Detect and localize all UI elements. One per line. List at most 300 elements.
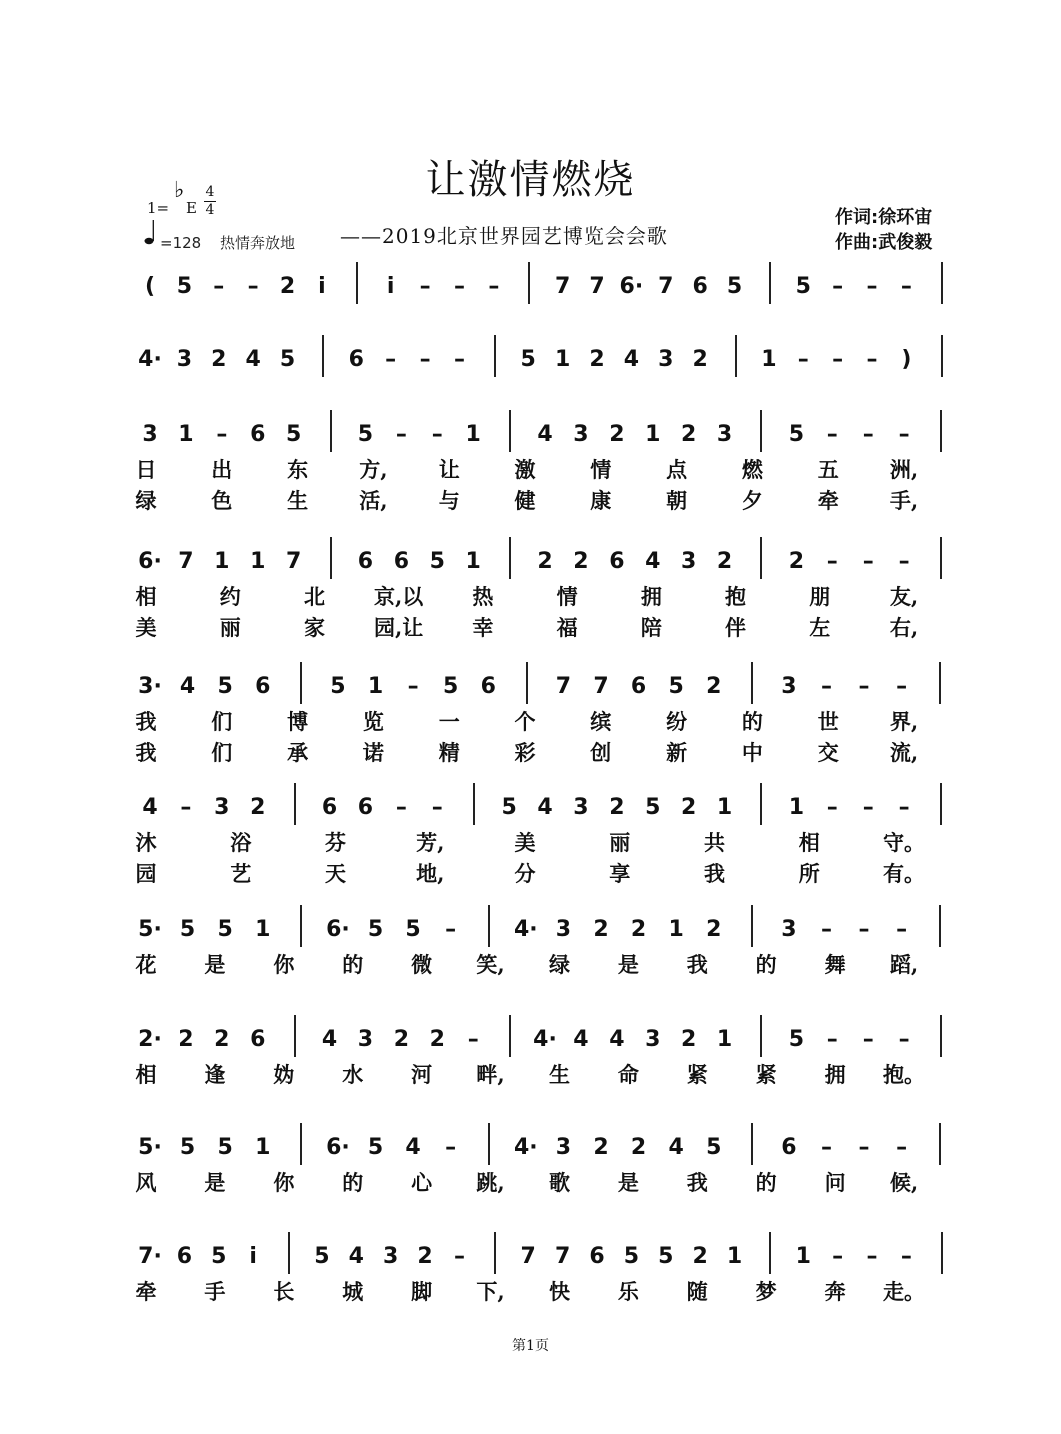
note: 6 bbox=[357, 549, 374, 574]
note: 1 bbox=[795, 1244, 811, 1269]
lyric-verse2: 我 bbox=[704, 861, 725, 886]
lyric-verse1: 的 bbox=[755, 952, 777, 977]
lyric-verse1: 的 bbox=[342, 952, 364, 977]
lyric-verse2: 健 bbox=[514, 488, 536, 513]
note: 2 bbox=[393, 1027, 410, 1052]
lyric-verse1: 北 bbox=[303, 584, 325, 609]
note: – bbox=[832, 1244, 844, 1269]
lyric-verse1: 约 bbox=[219, 584, 241, 609]
note: 6 bbox=[255, 674, 271, 699]
note: 6 bbox=[589, 1244, 605, 1269]
note: 1 bbox=[178, 422, 194, 447]
lyric-verse1: 热 bbox=[472, 584, 494, 609]
lyric-verse1: 博 bbox=[287, 709, 309, 734]
note: 4 bbox=[245, 347, 261, 372]
lyric-verse1: 共 bbox=[704, 830, 725, 855]
note: i bbox=[318, 274, 326, 299]
lyric-verse2: 右, bbox=[889, 615, 919, 640]
note: 2 bbox=[692, 347, 708, 372]
lyric-verse1: 牵 bbox=[135, 1279, 157, 1304]
note: 7 bbox=[520, 1244, 536, 1269]
lyric-verse1: 出 bbox=[211, 457, 233, 482]
lyric-verse1: 东 bbox=[287, 457, 309, 482]
lyric-verse1: 乐 bbox=[617, 1279, 639, 1304]
note: 2 bbox=[706, 917, 722, 942]
lyric-verse2: 有。 bbox=[883, 861, 925, 886]
note: – bbox=[896, 1135, 908, 1160]
note: 5 bbox=[285, 422, 302, 447]
note: – bbox=[862, 795, 874, 820]
note: 1 bbox=[788, 795, 805, 820]
lyric-verse1: 花 bbox=[135, 952, 157, 977]
note: 1 bbox=[250, 549, 266, 574]
note: 6 bbox=[393, 549, 410, 574]
bar-line bbox=[300, 662, 302, 704]
note: – bbox=[820, 1135, 832, 1160]
note: 7 bbox=[555, 674, 572, 699]
note: – bbox=[247, 274, 259, 299]
bar-line bbox=[939, 905, 941, 947]
flat-sign: ♭ bbox=[174, 178, 185, 203]
lyric-verse1: 心 bbox=[411, 1170, 433, 1195]
song-subtitle: ——2019北京世界园艺博览会会歌 bbox=[340, 224, 668, 248]
note: – bbox=[866, 274, 878, 299]
note: 1 bbox=[726, 1244, 743, 1269]
note: 7 bbox=[285, 549, 302, 574]
note: 2 bbox=[593, 1135, 609, 1160]
lyric-verse1: 问 bbox=[824, 1170, 846, 1195]
note: – bbox=[896, 917, 908, 942]
bar-line bbox=[940, 783, 942, 825]
lyric-verse1: 歌 bbox=[548, 1170, 570, 1195]
bar-line bbox=[760, 783, 762, 825]
lyric-verse1: 点 bbox=[666, 457, 688, 482]
lyric-verse2: 艺 bbox=[230, 861, 252, 886]
note: 5 bbox=[668, 674, 684, 699]
lyric-verse2: 精 bbox=[438, 740, 460, 765]
bar-line bbox=[294, 1015, 296, 1057]
lyric-verse1: 你 bbox=[273, 952, 295, 977]
lyric-verse1: 浴 bbox=[230, 830, 252, 855]
time-signature-top: 4 bbox=[205, 184, 215, 200]
lyric-verse2: 承 bbox=[287, 740, 309, 765]
lyric-verse1: 洲, bbox=[889, 457, 919, 482]
note: 2 bbox=[692, 1244, 708, 1269]
note: 5 bbox=[330, 674, 346, 699]
note: – bbox=[385, 347, 397, 372]
lyric-verse2: 生 bbox=[287, 488, 309, 513]
note: 2 bbox=[537, 549, 553, 574]
lyric-verse2: 我 bbox=[135, 740, 157, 765]
lyric-verse1: 燃 bbox=[741, 457, 763, 482]
note: 6· bbox=[619, 274, 644, 299]
note: – bbox=[826, 422, 838, 447]
note: 5 bbox=[788, 1027, 805, 1052]
note: 6 bbox=[250, 422, 266, 447]
lyric-verse1: 相 bbox=[798, 830, 820, 855]
lyric-verse1: 美 bbox=[514, 830, 536, 855]
note: 3 bbox=[781, 917, 797, 942]
note: – bbox=[862, 549, 874, 574]
lyric-verse1: 随 bbox=[686, 1279, 708, 1304]
note: 4 bbox=[348, 1244, 364, 1269]
note: 1 bbox=[255, 917, 271, 942]
lyric-verse1: 命 bbox=[617, 1062, 639, 1087]
lyric-verse2: 福 bbox=[556, 615, 578, 640]
lyric-verse1: 朋 bbox=[809, 584, 831, 609]
note: ( bbox=[144, 274, 156, 299]
note: – bbox=[900, 1244, 912, 1269]
note: 3 bbox=[716, 422, 733, 447]
bar-line bbox=[528, 262, 530, 304]
note: 6 bbox=[321, 795, 338, 820]
lyric-verse1: 的 bbox=[741, 709, 763, 734]
lyric-verse2: 享 bbox=[609, 861, 631, 886]
lyric-verse2: 地, bbox=[416, 861, 445, 886]
note: – bbox=[431, 795, 443, 820]
lyric-verse2: 交 bbox=[817, 740, 839, 765]
note: 6 bbox=[357, 795, 374, 820]
note: 2· bbox=[138, 1027, 162, 1052]
bar-line bbox=[940, 1015, 942, 1057]
bar-line bbox=[939, 662, 941, 704]
note: 4 bbox=[142, 795, 158, 820]
note: 6· bbox=[138, 549, 162, 574]
score-system bbox=[0, 547, 1061, 640]
lyric-verse1: 快 bbox=[548, 1279, 570, 1304]
quarter-note-icon bbox=[144, 218, 158, 246]
lyric-verse2: 中 bbox=[741, 740, 763, 765]
note: 5 bbox=[429, 549, 445, 574]
note: 6 bbox=[781, 1135, 797, 1160]
note: 4 bbox=[537, 422, 553, 447]
note: 4· bbox=[513, 1135, 538, 1160]
note: 3 bbox=[645, 1027, 661, 1052]
lyric-verse1: 手 bbox=[204, 1279, 226, 1304]
note: 7 bbox=[554, 274, 571, 299]
note: – bbox=[213, 274, 225, 299]
lyric-verse2: 左 bbox=[809, 615, 831, 640]
lyric-verse2: 们 bbox=[211, 740, 233, 765]
lyricist-credit: 作词:徐环宙 bbox=[835, 207, 933, 228]
lyric-verse1: 情 bbox=[556, 584, 578, 609]
note: 6· bbox=[326, 917, 350, 942]
note: 4 bbox=[668, 1135, 684, 1160]
note: – bbox=[858, 1135, 870, 1160]
lyric-verse2: 伴 bbox=[725, 615, 747, 640]
bar-line bbox=[494, 1232, 496, 1274]
note: 5 bbox=[726, 274, 743, 299]
lyric-verse1: 水 bbox=[342, 1062, 364, 1087]
lyric-verse2: 手, bbox=[889, 488, 919, 513]
note: 5 bbox=[217, 917, 233, 942]
note: 5 bbox=[442, 674, 459, 699]
lyric-verse2: 家 bbox=[303, 615, 325, 640]
note: 5 bbox=[367, 917, 384, 942]
note: 3 bbox=[658, 347, 674, 372]
lyric-verse1: 丽 bbox=[609, 830, 631, 855]
note: 6 bbox=[348, 347, 364, 372]
note: – bbox=[820, 917, 832, 942]
note: 2 bbox=[279, 274, 296, 299]
note: 2 bbox=[716, 549, 733, 574]
lyric-verse2: 所 bbox=[798, 861, 820, 886]
lyric-verse1: 笑, bbox=[476, 952, 505, 977]
time-signature-bottom: 4 bbox=[205, 202, 215, 218]
lyric-verse1: 我 bbox=[686, 952, 708, 977]
note: 4· bbox=[533, 1027, 557, 1052]
note: 5 bbox=[405, 917, 421, 942]
lyric-verse1: 友, bbox=[889, 584, 919, 609]
page-number: 第1页 bbox=[512, 1338, 549, 1354]
lyric-verse1: 日 bbox=[135, 457, 157, 482]
lyric-verse1: 梦 bbox=[755, 1279, 777, 1304]
note: 2 bbox=[630, 917, 647, 942]
note: – bbox=[898, 549, 910, 574]
bar-line bbox=[941, 1232, 943, 1274]
note: 3 bbox=[573, 795, 589, 820]
bar-line bbox=[509, 1015, 511, 1057]
lyric-verse1: 纷 bbox=[666, 709, 688, 734]
note: 4· bbox=[513, 917, 538, 942]
note: 3 bbox=[555, 1135, 572, 1160]
note: – bbox=[862, 422, 874, 447]
bar-line bbox=[322, 335, 324, 377]
lyric-verse1: 界, bbox=[889, 709, 919, 734]
lyric-verse1: 逢 bbox=[204, 1062, 226, 1087]
note: 3 bbox=[681, 549, 697, 574]
note: – bbox=[395, 795, 407, 820]
bar-line bbox=[760, 1015, 762, 1057]
note: – bbox=[445, 1135, 457, 1160]
note: 3 bbox=[555, 917, 572, 942]
note: 6 bbox=[480, 674, 496, 699]
lyric-verse2: 流, bbox=[889, 740, 919, 765]
note: – bbox=[820, 674, 832, 699]
bar-line bbox=[473, 783, 475, 825]
score-system bbox=[0, 672, 1061, 765]
note: 5 bbox=[217, 674, 233, 699]
lyric-verse1: 下, bbox=[476, 1279, 505, 1304]
bar-line bbox=[509, 537, 511, 579]
bar-line bbox=[288, 1232, 290, 1274]
lyric-verse1: 的 bbox=[755, 1170, 777, 1195]
lyric-verse1: 生 bbox=[548, 1062, 570, 1087]
note: 3 bbox=[214, 795, 230, 820]
lyric-verse1: 让 bbox=[438, 457, 460, 482]
note: 5 bbox=[179, 917, 196, 942]
note: – bbox=[419, 347, 431, 372]
note: 2 bbox=[681, 795, 697, 820]
note: 5 bbox=[645, 795, 661, 820]
note: 2 bbox=[589, 347, 605, 372]
note: – bbox=[866, 1244, 878, 1269]
note: 6 bbox=[609, 549, 625, 574]
lyric-verse1: 拥 bbox=[640, 584, 662, 609]
lyric-verse1: 长 bbox=[273, 1279, 295, 1304]
note: 7 bbox=[593, 674, 609, 699]
lyric-verse2: 与 bbox=[438, 488, 460, 513]
lyric-verse1: 脚 bbox=[411, 1279, 433, 1304]
note: 4 bbox=[405, 1135, 421, 1160]
lyric-verse1: 的 bbox=[342, 1170, 364, 1195]
score-system bbox=[0, 1025, 1061, 1087]
note: 5 bbox=[179, 1135, 196, 1160]
lyric-verse1: 畔, bbox=[476, 1062, 505, 1087]
lyric-verse1: 跳, bbox=[476, 1170, 505, 1195]
bar-line bbox=[356, 262, 358, 304]
lyric-verse1: 我 bbox=[135, 709, 157, 734]
bar-line bbox=[760, 410, 762, 452]
note: 2 bbox=[681, 1027, 697, 1052]
lyric-verse1: 芬 bbox=[325, 830, 346, 855]
note: 4 bbox=[321, 1027, 338, 1052]
note: 2 bbox=[250, 795, 266, 820]
note: 5 bbox=[367, 1135, 384, 1160]
key-prefix: 1= bbox=[147, 199, 170, 217]
note: 3 bbox=[357, 1027, 374, 1052]
note: 2 bbox=[417, 1244, 433, 1269]
note: 7· bbox=[138, 1244, 162, 1269]
bar-line bbox=[509, 410, 511, 452]
lyric-verse2: 彩 bbox=[514, 740, 536, 765]
note: 5 bbox=[520, 347, 536, 372]
note: 2 bbox=[429, 1027, 445, 1052]
note: 5· bbox=[138, 1135, 162, 1160]
lyric-verse2: 色 bbox=[211, 488, 233, 513]
note: 5 bbox=[501, 795, 517, 820]
note: 5· bbox=[138, 917, 162, 942]
bar-line bbox=[940, 537, 942, 579]
note: 5 bbox=[658, 1244, 674, 1269]
score-system bbox=[0, 345, 1061, 375]
lyric-verse1: 激 bbox=[514, 457, 536, 482]
note: 7 bbox=[658, 274, 674, 299]
note: 3 bbox=[573, 422, 589, 447]
note: 1 bbox=[255, 1135, 271, 1160]
bar-line bbox=[735, 335, 737, 377]
note: – bbox=[395, 422, 407, 447]
score-system bbox=[0, 793, 1061, 886]
lyric-verse1: 抱 bbox=[725, 584, 747, 609]
lyric-verse1: 河 bbox=[411, 1062, 433, 1087]
note: – bbox=[826, 1027, 838, 1052]
score-system bbox=[0, 420, 1061, 513]
lyric-verse1: 览 bbox=[362, 709, 384, 734]
note: 5 bbox=[357, 422, 374, 447]
note: – bbox=[407, 674, 419, 699]
bar-line bbox=[941, 262, 943, 304]
note: 2 bbox=[788, 549, 805, 574]
note: – bbox=[826, 549, 838, 574]
note: 2 bbox=[178, 1027, 194, 1052]
note: 1 bbox=[645, 422, 661, 447]
note: – bbox=[488, 274, 500, 299]
lyric-verse1: 相 bbox=[135, 1062, 157, 1087]
lyric-verse1: 城 bbox=[342, 1279, 364, 1304]
note: 2 bbox=[593, 917, 609, 942]
note: 4 bbox=[609, 1027, 625, 1052]
note: 3 bbox=[383, 1244, 399, 1269]
note: 3 bbox=[142, 422, 158, 447]
tempo-marking bbox=[160, 232, 295, 253]
note: – bbox=[431, 422, 443, 447]
lyric-verse2: 分 bbox=[514, 861, 536, 886]
lyric-verse1: 守。 bbox=[883, 830, 925, 855]
note: – bbox=[180, 795, 192, 820]
note: 4 bbox=[623, 347, 640, 372]
lyric-verse1: 缤 bbox=[590, 709, 612, 734]
note: 1 bbox=[367, 674, 384, 699]
lyric-verse1: 是 bbox=[204, 952, 226, 977]
note: 5 bbox=[279, 347, 296, 372]
note: 6 bbox=[630, 674, 647, 699]
lyric-verse2: 绿 bbox=[135, 488, 157, 513]
bar-line bbox=[939, 1123, 941, 1165]
score-system bbox=[0, 915, 1061, 977]
lyric-verse1: 走。 bbox=[883, 1279, 925, 1304]
note: 5 bbox=[176, 274, 193, 299]
note: – bbox=[826, 795, 838, 820]
lyric-verse1: 紧 bbox=[686, 1062, 708, 1087]
lyric-verse1: 蹈, bbox=[889, 952, 919, 977]
note: 1 bbox=[554, 347, 571, 372]
note: – bbox=[453, 1244, 465, 1269]
lyric-verse2: 天 bbox=[325, 861, 346, 886]
lyric-verse1: 沐 bbox=[135, 830, 157, 855]
score-system bbox=[0, 1242, 1061, 1304]
bar-line bbox=[751, 905, 753, 947]
lyric-verse1: 紧 bbox=[755, 1062, 777, 1087]
bar-line bbox=[526, 662, 528, 704]
bar-line bbox=[330, 537, 332, 579]
note: 7 bbox=[589, 274, 605, 299]
lyric-verse2: 美 bbox=[135, 615, 157, 640]
score-system bbox=[0, 1133, 1061, 1195]
note: 1 bbox=[716, 1027, 733, 1052]
composer-credit: 作曲:武俊毅 bbox=[835, 232, 933, 253]
note: 3 bbox=[176, 347, 193, 372]
lyric-verse1: 绿 bbox=[548, 952, 570, 977]
lyric-verse1: 京,以 bbox=[374, 584, 424, 609]
lyric-verse1: 相 bbox=[135, 584, 157, 609]
lyric-verse1: 你 bbox=[273, 1170, 295, 1195]
lyric-verse1: 我 bbox=[686, 1170, 708, 1195]
lyric-verse1: 方, bbox=[359, 457, 388, 482]
bar-line bbox=[494, 335, 496, 377]
note: – bbox=[419, 274, 431, 299]
lyric-verse1: 拥 bbox=[824, 1062, 846, 1087]
lyric-verse2: 康 bbox=[590, 488, 612, 513]
note: 5 bbox=[795, 274, 811, 299]
note: 4 bbox=[537, 795, 553, 820]
lyric-verse2: 诺 bbox=[362, 740, 384, 765]
lyric-verse1: 一 bbox=[438, 709, 460, 734]
lyric-verse2: 活, bbox=[359, 488, 388, 513]
note: 2 bbox=[214, 1027, 230, 1052]
note: 1 bbox=[761, 347, 777, 372]
lyric-verse1: 个 bbox=[514, 709, 536, 734]
note: 6· bbox=[326, 1135, 350, 1160]
lyric-verse1: 是 bbox=[617, 1170, 639, 1195]
tempo-value: =128 bbox=[160, 234, 202, 252]
lyric-verse2: 幸 bbox=[472, 615, 494, 640]
bar-line bbox=[751, 662, 753, 704]
lyric-verse2: 陪 bbox=[640, 615, 662, 640]
lyric-verse1: 世 bbox=[817, 709, 839, 734]
lyric-verse2: 夕 bbox=[741, 488, 763, 513]
note: 4· bbox=[138, 347, 162, 372]
